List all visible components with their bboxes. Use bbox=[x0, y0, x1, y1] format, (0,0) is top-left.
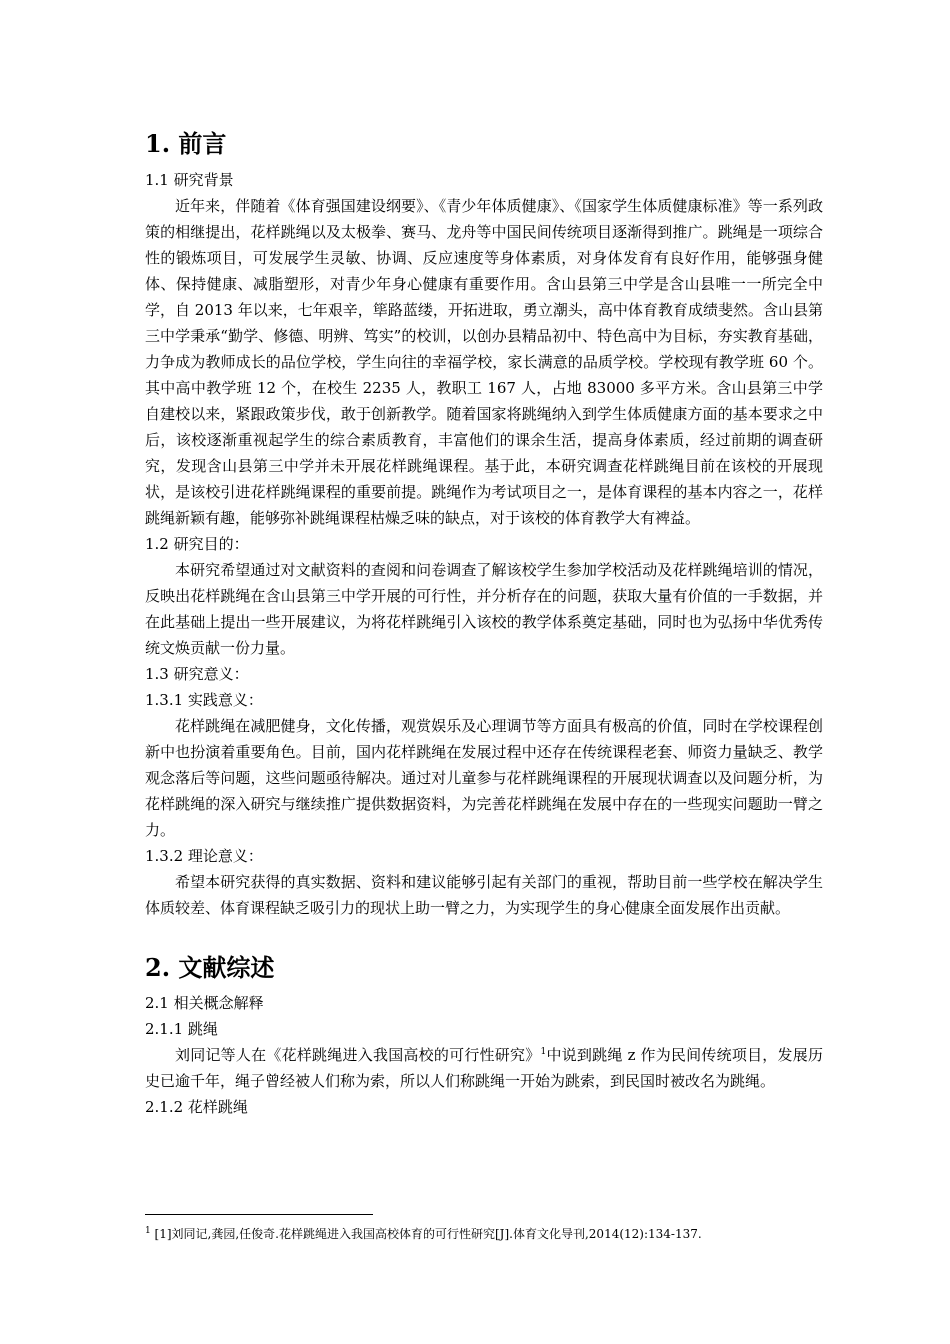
footnote-separator bbox=[145, 1214, 373, 1215]
section-2-1-heading: 2.1 相关概念解释 bbox=[145, 994, 264, 1012]
page-content bbox=[145, 127, 823, 1120]
section-2-1-1-heading: 2.1.1 跳绳 bbox=[145, 1020, 218, 1038]
section-1-1-paragraph: 近年来，伴随着《体育强国建设纲要》、《青少年体质健康》、《国家学生体质健康标准》等一系列政策的相继提出，花样跳绳以及太极拳、赛马、龙舟等中国民间传统项目逐渐得到推广。跳绳是一项综合性的锻炼项目，可发展学生灵敏、协调、反应速度等身体素质，对身体发育有良好作用，能够强身健体、保持健康、减脂塑形，对青少年身心健康有重要作用。含山县第三中学是含山县唯一一所完全中学，自 2013 年以来，七年艰辛，筚路蓝缕，开拓进取，勇立潮头，高中体育教育成绩斐然。含山县第三中学秉承“勤学、修德、明辨、笃实”的校训，以创办县精品初中、特色高中为目标，夯实教育基础，力争成为教师成长的品位学校，学生向往的幸福学校，家长满意的品质学校。学校现有教学班 60 个。其中高中教学班 12 个，在校生 2235 人，教职工 167 人，占地 83000 多平方米。含山县第三中学自建校以来，紧跟政策步伐，敢于创新教学。随着国家将跳绳纳入到学生体质健康方面的基本要求之中后，该校逐渐重视起学生的综合素质教育，丰富他们的课余生活，提高身体素质，经过前期的调查研究，发现含山县第三中学并未开展花样跳绳课程。基于此，本研究调查花样跳绳目前在该校的开展现状，是该校引进花样跳绳课程的重要前提。跳绳作为考试项目之一，是体育课程的基本内容之一，花样跳绳新颖有趣，能够弥补跳绳课程枯燥乏味的缺点，对于该校的体育教学大有裨益。 bbox=[145, 197, 823, 527]
section-1-3-2-heading: 1.3.2 理论意义： bbox=[145, 847, 263, 865]
footnote-reference[interactable]: 1 bbox=[540, 1047, 547, 1057]
footnote-mark: 1 bbox=[145, 1226, 151, 1236]
paragraph-text-before-citation: 刘同记等人在《花样跳绳进入我国高校的可行性研究》 bbox=[175, 1046, 541, 1064]
section-1-1-heading: 1.1 研究背景 bbox=[145, 171, 234, 189]
section-1-3-1-heading: 1.3.1 实践意义： bbox=[145, 691, 263, 709]
section-1-3-1-paragraph: 花样跳绳在减肥健身，文化传播，观赏娱乐及心理调节等方面具有极高的价值，同时在学校课程创新中也扮演着重要角色。目前，国内花样跳绳在发展过程中还存在传统课程老套、师资力量缺乏、教学观念落后等问题，这些问题亟待解决。通过对儿童参与花样跳绳课程的开展现状调查以及问题分析，为花样跳绳的深入研究与继续推广提供数据资料，为完善花样跳绳在发展中存在的一些现实问题助一臂之力。 bbox=[145, 717, 823, 839]
footnote bbox=[145, 1225, 823, 1243]
section-1-3-2-paragraph: 希望本研究获得的真实数据、资料和建议能够引起有关部门的重视，帮助目前一些学校在解决学生体质较差、体育课程缺乏吸引力的现状上助一臂之力，为实现学生的身心健康全面发展作出贡献。 bbox=[145, 873, 823, 917]
paragraph-text-after-citation: 中说到跳绳 z 作为民间传统项目，发展历史已逾千年，绳子曾经被人们称为索，所以人们称跳绳一开始为跳索，到民国时被改名为跳绳。 bbox=[145, 1046, 823, 1090]
section-1-2-heading: 1.2 研究目的： bbox=[145, 535, 249, 553]
section-2-1-1-paragraph bbox=[145, 1042, 823, 1094]
section-1-2-paragraph: 本研究希望通过对文献资料的查阅和问卷调查了解该校学生参加学校活动及花样跳绳培训的情况，反映出花样跳绳在含山县第三中学开展的可行性，并分析存在的问题，获取大量有价值的一手数据，并在此基础上提出一些开展建议，为将花样跳绳引入该校的教学体系奠定基础，同时也为弘扬中华优秀传统文焕贡献一份力量。 bbox=[145, 561, 823, 657]
section-1-heading: 1. 前言 bbox=[145, 129, 227, 158]
section-2-1-2-heading: 2.1.2 花样跳绳 bbox=[145, 1098, 248, 1116]
section-1-3-heading: 1.3 研究意义： bbox=[145, 665, 249, 683]
footnote-text: [1]刘同记,龚园,任俊奇.花样跳绳进入我国高校体育的可行性研究[J].体育文化导刊,2014(12):134-137. bbox=[150, 1227, 702, 1241]
section-2-heading: 2. 文献综述 bbox=[145, 953, 275, 982]
